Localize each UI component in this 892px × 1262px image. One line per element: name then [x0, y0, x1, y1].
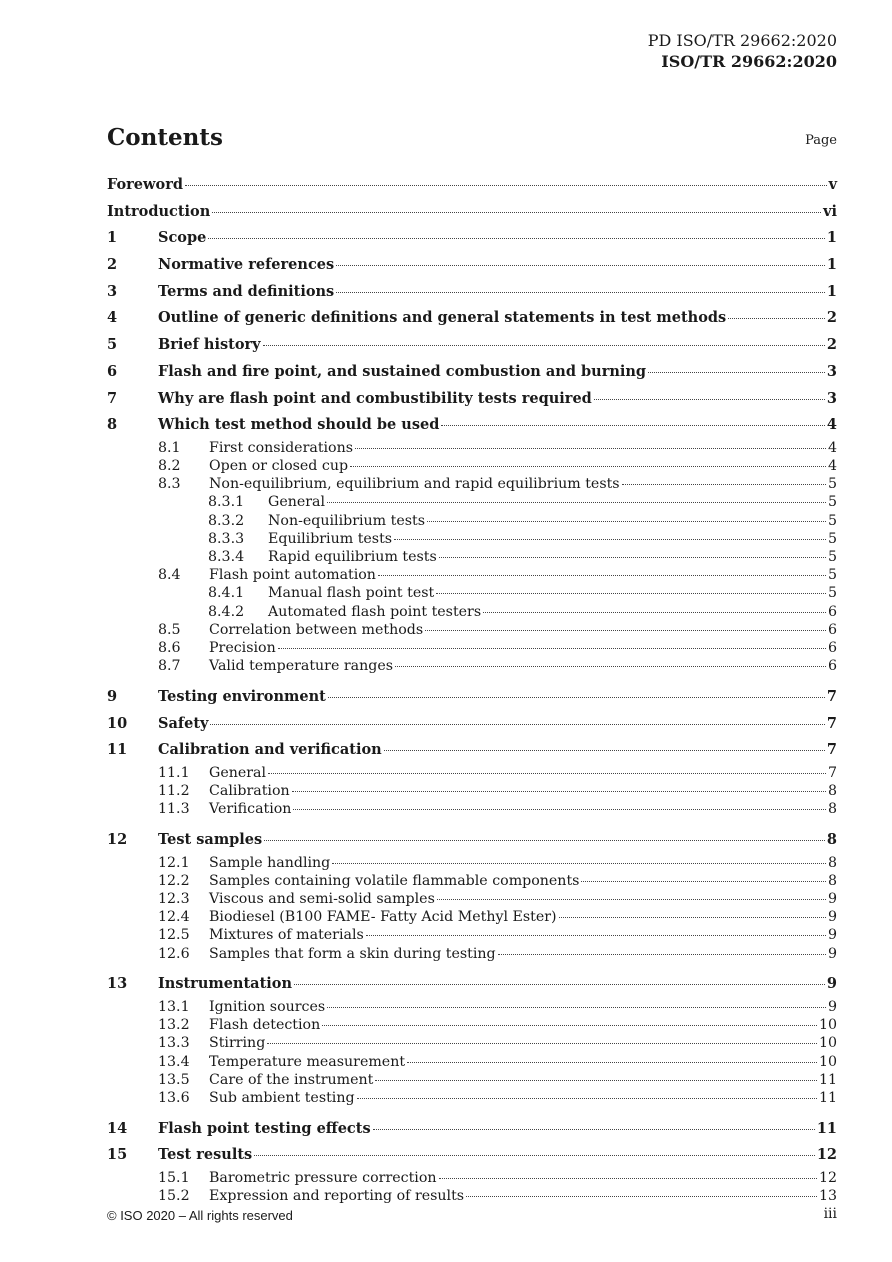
toc-dot-leader	[357, 1098, 817, 1099]
toc-entry[interactable]	[107, 782, 837, 800]
toc-dot-leader	[378, 575, 826, 576]
toc-entry-page: 12	[816, 1146, 837, 1164]
toc-entry[interactable]	[107, 926, 837, 944]
toc-entry-page: 5	[827, 567, 837, 584]
toc-dot-leader	[268, 773, 826, 774]
toc-entry-page: 1	[826, 229, 837, 247]
toc-dot-leader	[427, 521, 826, 522]
toc-dot-leader	[581, 881, 826, 882]
toc-entry-page: 5	[827, 476, 837, 493]
footer-page-number: iii	[823, 1206, 837, 1222]
contents-heading: Contents	[107, 124, 223, 151]
toc-dot-leader	[336, 265, 825, 266]
toc-entry-title: Flash detection	[209, 1017, 321, 1034]
toc-entry-number: 8.4.1	[208, 585, 245, 602]
toc-entry-page: 9	[827, 891, 837, 907]
toc-entry-title: Calibration and verification	[158, 741, 382, 759]
toc-dot-leader	[264, 840, 825, 841]
toc-entry-page: 11	[818, 1089, 837, 1106]
toc-entry[interactable]	[107, 1142, 837, 1169]
toc-entry[interactable]	[107, 800, 837, 818]
toc-entry[interactable]	[107, 872, 837, 890]
toc-entry-page: 6	[827, 639, 837, 656]
toc-dot-leader	[394, 539, 826, 540]
toc-entry[interactable]	[107, 971, 837, 998]
toc-entry-title: Viscous and semi-solid samples	[209, 891, 435, 907]
toc-entry[interactable]	[107, 1071, 837, 1089]
toc-entry-number: 3	[107, 282, 118, 300]
toc-entry-page: 7	[827, 764, 837, 781]
toc-entry-title: Non-equilibrium tests	[268, 512, 425, 529]
toc-entry-page: 7	[826, 741, 837, 759]
toc-dot-leader	[267, 1043, 817, 1044]
toc-entry[interactable]	[107, 908, 837, 926]
toc-entry-title: Rapid equilibrium tests	[268, 549, 437, 565]
toc-dot-leader	[466, 1196, 817, 1197]
toc-entry[interactable]	[107, 548, 837, 566]
toc-entry-number: 10	[107, 714, 128, 732]
toc-entry-number: 2	[107, 256, 118, 274]
toc-entry-number: 11.2	[158, 783, 190, 800]
toc-dot-leader	[375, 1080, 817, 1081]
toc-dot-leader	[327, 1007, 826, 1008]
toc-entry-number: 8.2	[158, 458, 181, 475]
toc-entry[interactable]	[107, 1116, 837, 1143]
toc-entry-title: Samples that form a skin during testing	[209, 945, 496, 962]
toc-entry-title: Automated flash point testers	[268, 603, 482, 620]
toc-entry-number: 13.4	[158, 1053, 190, 1070]
toc-entry[interactable]	[107, 566, 837, 584]
toc-entry-title: Outline of generic definitions and general statements in test methods	[158, 309, 727, 327]
toc-entry[interactable]	[107, 998, 837, 1016]
toc-entry[interactable]	[107, 439, 837, 457]
toc-entry-title: Stirring	[209, 1035, 266, 1052]
toc-entry[interactable]	[107, 890, 837, 908]
toc-entry-number: 12.4	[158, 909, 190, 926]
toc-dot-leader	[559, 917, 826, 918]
toc-entry-number: 8.7	[158, 658, 181, 675]
toc-entry[interactable]	[107, 252, 837, 279]
toc-dot-leader	[212, 212, 821, 213]
toc-dot-leader	[728, 318, 825, 319]
toc-entry-title: Correlation between methods	[209, 621, 424, 638]
toc-dot-leader	[436, 593, 826, 594]
toc-entry-page: 4	[827, 458, 837, 475]
toc-entry-page: 11	[816, 1119, 837, 1137]
toc-entry-number: 8.1	[158, 439, 181, 456]
toc-entry-title: General	[209, 764, 267, 781]
toc-entry[interactable]	[107, 639, 837, 657]
toc-entry[interactable]	[107, 199, 837, 226]
toc-dot-leader	[483, 612, 826, 613]
toc-entry-page: 12	[818, 1169, 837, 1186]
toc-entry[interactable]	[107, 1016, 837, 1034]
toc-entry-number: 13.2	[158, 1017, 190, 1034]
toc-dot-leader	[332, 863, 826, 864]
toc-dot-leader	[355, 448, 826, 449]
toc-entry-page: 1	[826, 256, 837, 274]
toc-entry-title: Temperature measurement	[209, 1053, 406, 1070]
toc-entry-title: Expression and reporting of results	[209, 1188, 465, 1205]
toc-dot-leader	[263, 345, 825, 346]
toc-entry-title: Instrumentation	[158, 975, 292, 993]
toc-dot-leader	[185, 185, 827, 186]
toc-entry-page: 9	[827, 998, 837, 1015]
toc-entry-title: Samples containing volatile flammable components	[209, 872, 580, 889]
toc-entry-title: Valid temperature ranges	[209, 658, 393, 675]
toc-entry[interactable]	[107, 412, 837, 439]
toc-entry-title: Introduction	[107, 202, 211, 220]
toc-dot-leader	[210, 724, 824, 725]
toc-dot-leader	[350, 466, 826, 467]
toc-entry[interactable]	[107, 764, 837, 782]
toc-entry-number: 13.1	[158, 998, 190, 1015]
toc-entry[interactable]	[107, 584, 837, 602]
header-iso-reference: ISO/TR 29662:2020	[661, 52, 837, 71]
toc-entry-title: Ignition sources	[209, 998, 326, 1015]
toc-entry-number: 7	[107, 389, 118, 407]
toc-entry-title: Non-equilibrium, equilibrium and rapid equilibrium tests	[209, 476, 620, 493]
toc-entry[interactable]	[107, 827, 837, 854]
toc-entry-page: 9	[827, 927, 837, 944]
toc-entry[interactable]	[107, 657, 837, 675]
toc-entry-number: 12.1	[158, 854, 190, 871]
toc-entry-page: 5	[827, 494, 837, 511]
footer-copyright: © ISO 2020 – All rights reserved	[107, 1208, 293, 1223]
toc-entry[interactable]	[107, 386, 837, 413]
toc-entry-number: 15.2	[158, 1188, 190, 1205]
header-pd-reference: PD ISO/TR 29662:2020	[647, 31, 837, 50]
toc-entry-page: 7	[826, 687, 837, 705]
toc-entry-page: 10	[818, 1035, 837, 1052]
toc-entry-page: 8	[827, 783, 837, 800]
toc-entry[interactable]	[107, 1034, 837, 1052]
toc-entry[interactable]	[107, 1169, 837, 1187]
toc-entry-number: 8.3	[158, 476, 181, 493]
toc-entry[interactable]	[107, 621, 837, 639]
toc-entry-page: 9	[826, 975, 837, 993]
toc-entry-title: Manual flash point test	[268, 585, 435, 602]
toc-entry-number: 8.3.3	[208, 530, 245, 547]
toc-entry-title: Terms and definitions	[158, 282, 335, 300]
toc-entry-number: 8.3.1	[208, 494, 245, 511]
toc-entry-number: 4	[107, 309, 118, 327]
document-header	[648, 30, 837, 72]
toc-entry-number: 8.5	[158, 621, 181, 638]
toc-entry-title: Sample handling	[209, 854, 331, 871]
toc-entry[interactable]	[107, 945, 837, 963]
toc-entry-page: 3	[826, 362, 837, 380]
toc-entry[interactable]	[107, 493, 837, 511]
toc-entry-page: 6	[827, 621, 837, 638]
toc-entry[interactable]	[107, 305, 837, 332]
toc-dot-leader	[395, 666, 826, 667]
toc-entry-number: 11	[107, 741, 128, 759]
toc-entry-page: 5	[827, 549, 837, 565]
toc-entry-title: Care of the instrument	[209, 1071, 374, 1088]
toc-dot-leader	[622, 484, 826, 485]
toc-entry-number: 8.3.4	[208, 549, 245, 565]
toc-entry-number: 12.3	[158, 891, 190, 907]
toc-dot-leader	[384, 750, 825, 751]
toc-dot-leader	[366, 935, 826, 936]
toc-entry-page: 13	[818, 1188, 837, 1205]
toc-entry[interactable]	[107, 225, 837, 252]
toc-entry-number: 13.6	[158, 1089, 190, 1106]
toc-entry[interactable]	[107, 1053, 837, 1071]
toc-entry-title: Test results	[158, 1146, 253, 1164]
toc-entry-title: Verification	[209, 801, 292, 818]
toc-entry-page: 8	[826, 830, 837, 848]
toc-entry-title: Brief history	[158, 336, 261, 354]
toc-entry-page: 9	[827, 909, 837, 926]
toc-dot-leader	[254, 1155, 815, 1156]
toc-entry-page: vi	[823, 202, 837, 220]
toc-entry-number: 12.6	[158, 945, 190, 962]
toc-entry[interactable]	[107, 359, 837, 386]
toc-entry-title: Normative references	[158, 256, 335, 274]
toc-entry-title: Safety	[158, 714, 209, 732]
toc-entry-number: 8.4.2	[208, 603, 245, 620]
toc-entry-number: 9	[107, 687, 118, 705]
toc-entry-page: 5	[827, 530, 837, 547]
toc-entry-number: 14	[107, 1119, 128, 1137]
toc-entry-page: 4	[827, 439, 837, 456]
toc-entry-page: 8	[827, 801, 837, 818]
toc-entry-page: 8	[827, 854, 837, 871]
toc-entry[interactable]	[107, 475, 837, 493]
toc-entry-page: 1	[826, 282, 837, 300]
toc-entry-title: Foreword	[107, 176, 183, 193]
toc-entry-number: 12.2	[158, 872, 190, 889]
toc-dot-leader	[498, 954, 826, 955]
toc-entry-title: Test samples	[158, 830, 263, 848]
toc-entry-page: 6	[827, 603, 837, 620]
toc-dot-leader	[278, 648, 826, 649]
toc-dot-leader	[437, 899, 826, 900]
toc-entry-page: 5	[827, 512, 837, 529]
toc-entry[interactable]	[107, 1089, 837, 1107]
toc-dot-leader	[425, 630, 826, 631]
toc-entry[interactable]	[107, 279, 837, 306]
toc-entry-title: Scope	[158, 229, 207, 247]
toc-entry-page: 9	[827, 945, 837, 962]
toc-entry-number: 11.3	[158, 801, 190, 818]
toc-dot-leader	[648, 372, 825, 373]
toc-dot-leader	[439, 557, 826, 558]
toc-dot-leader	[292, 791, 826, 792]
toc-dot-leader	[336, 292, 825, 293]
toc-dot-leader	[407, 1062, 817, 1063]
toc-entry-title: Mixtures of materials	[209, 927, 364, 944]
page-column-label: Page	[805, 133, 837, 148]
toc-entry-title: Flash point testing effects	[158, 1119, 371, 1137]
toc-dot-leader	[441, 425, 825, 426]
toc-entry-title: First considerations	[209, 439, 354, 456]
toc-entry-title: Flash and fire point, and sustained combustion and burning	[158, 362, 647, 380]
toc-entry-number: 15	[107, 1146, 128, 1164]
toc-entry-title: Calibration	[209, 783, 290, 800]
toc-dot-leader	[373, 1129, 815, 1130]
toc-entry-number: 8.3.2	[208, 512, 245, 529]
toc-entry-number: 15.1	[158, 1169, 190, 1186]
toc-entry-number: 13.3	[158, 1035, 190, 1052]
table-of-contents	[107, 172, 837, 1205]
toc-entry-number: 12	[107, 830, 128, 848]
toc-dot-leader	[322, 1025, 817, 1026]
toc-entry-title: Open or closed cup	[209, 458, 349, 475]
toc-entry-page: 10	[818, 1017, 837, 1034]
toc-dot-leader	[439, 1178, 817, 1179]
toc-entry-page: 8	[827, 872, 837, 889]
toc-entry-title: Which test method should be used	[158, 416, 440, 434]
toc-entry-number: 8	[107, 416, 118, 434]
toc-entry-title: Testing environment	[158, 687, 326, 705]
toc-entry-page: 7	[826, 714, 837, 732]
toc-dot-leader	[208, 238, 825, 239]
toc-entry-page: v	[828, 176, 837, 193]
toc-entry-number: 13.5	[158, 1071, 190, 1088]
toc-entry-number: 12.5	[158, 927, 190, 944]
toc-entry[interactable]	[107, 530, 837, 548]
toc-entry-number: 11.1	[158, 764, 190, 781]
toc-entry-number: 1	[107, 229, 118, 247]
toc-dot-leader	[293, 809, 826, 810]
toc-entry-title: Biodiesel (B100 FAME- Fatty Acid Methyl Ester)	[209, 909, 557, 926]
toc-entry[interactable]	[107, 172, 837, 199]
toc-entry-page: 11	[818, 1071, 837, 1088]
toc-entry[interactable]	[107, 711, 837, 738]
toc-entry-title: General	[268, 494, 326, 511]
toc-dot-leader	[327, 502, 826, 503]
toc-entry[interactable]	[107, 457, 837, 475]
toc-entry-title: Flash point automation	[209, 567, 376, 584]
toc-entry-number: 13	[107, 975, 128, 993]
toc-entry-title: Sub ambient testing	[209, 1089, 355, 1106]
toc-entry[interactable]	[107, 737, 837, 764]
toc-dot-leader	[294, 984, 825, 985]
toc-entry-page: 4	[826, 416, 837, 434]
toc-entry-title: Precision	[209, 639, 276, 656]
toc-entry-number: 6	[107, 362, 118, 380]
toc-entry-number: 8.6	[158, 639, 181, 656]
toc-entry-page: 6	[827, 658, 837, 675]
toc-entry[interactable]	[107, 684, 837, 711]
toc-entry-page: 10	[818, 1053, 837, 1070]
toc-entry-page: 2	[826, 309, 837, 327]
toc-entry-title: Barometric pressure correction	[209, 1169, 437, 1186]
toc-entry[interactable]	[107, 1187, 837, 1205]
toc-dot-leader	[328, 697, 825, 698]
toc-entry-page: 2	[826, 336, 837, 354]
toc-entry[interactable]	[107, 512, 837, 530]
toc-entry-page: 3	[826, 389, 837, 407]
toc-entry-number: 5	[107, 336, 118, 354]
toc-entry-page: 5	[827, 585, 837, 602]
toc-entry[interactable]	[107, 854, 837, 872]
toc-entry-title: Equilibrium tests	[268, 530, 393, 547]
toc-entry-number: 8.4	[158, 567, 181, 584]
toc-entry[interactable]	[107, 332, 837, 359]
toc-entry-title: Why are flash point and combustibility tests required	[158, 389, 592, 407]
toc-dot-leader	[594, 399, 825, 400]
toc-entry[interactable]	[107, 603, 837, 621]
